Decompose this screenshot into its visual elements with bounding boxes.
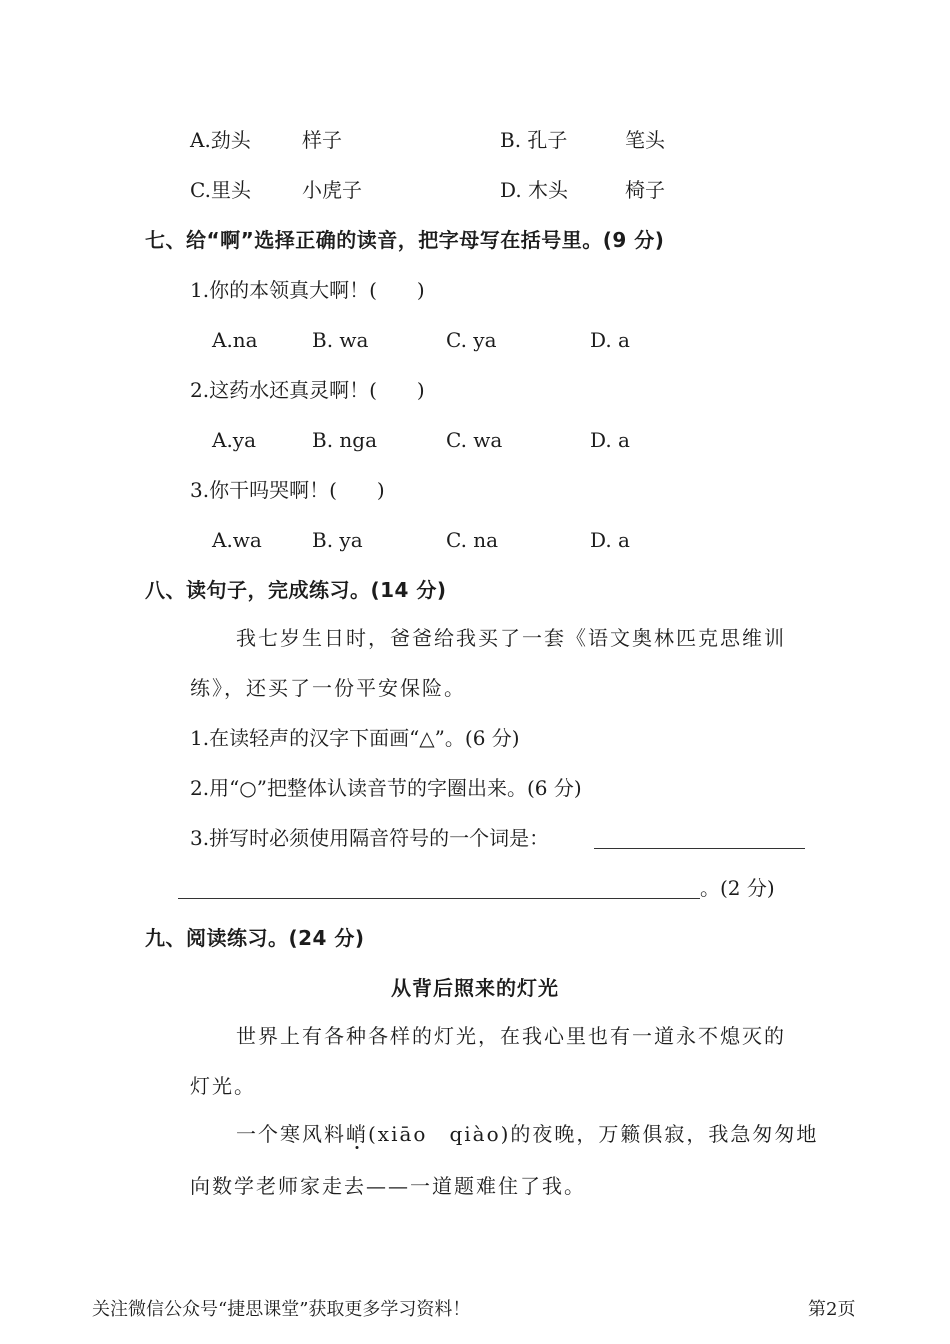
- section8-passage-line-1: 我七岁生日时，爸爸给我买了一套《语文奥林匹克思维训: [236, 626, 786, 650]
- reading-line-4: 向数学老师家走去——一道题难住了我。: [190, 1174, 586, 1198]
- q7-2-answer-blank: ( ): [369, 378, 425, 402]
- section8-task-3: 3.拼写时必须使用隔音符号的一个词是：: [190, 826, 550, 850]
- q7-3-option-a: A.wa: [212, 528, 262, 552]
- q6-option-c-word2: 小虎子: [302, 178, 362, 202]
- q7-1-option-d: D. a: [590, 328, 630, 352]
- q7-2-options: [0, 426, 950, 454]
- q7-2-option-a: A.ya: [212, 428, 257, 452]
- q7-3-option-d: D. a: [590, 528, 630, 552]
- reading-title: 从背后照来的灯光: [391, 976, 559, 1000]
- q7-3-option-b: B. ya: [312, 528, 363, 552]
- q7-2-option-b: B. nga: [312, 428, 378, 452]
- q7-3-stem-line: [190, 476, 385, 504]
- q6-option-a-word2: 样子: [302, 128, 342, 152]
- q7-1-answer-blank: ( ): [369, 278, 425, 302]
- q7-3-option-c: C. na: [446, 528, 499, 552]
- q7-2-stem-line: [190, 376, 425, 404]
- reading-line-3-start: 一个寒风料: [236, 1122, 346, 1146]
- reading-line-2: 灯光。: [190, 1074, 256, 1098]
- reading-line-1: 世界上有各种各样的灯光，在我心里也有一道永不熄灭的: [236, 1024, 786, 1048]
- q7-2-option-c: C. wa: [446, 428, 503, 452]
- section8-task-1: 1.在读轻声的汉字下面画“△”。(6 分): [190, 726, 520, 750]
- q6-option-b-word2: 笔头: [625, 128, 665, 152]
- q7-3-answer-blank: ( ): [329, 478, 385, 502]
- emphasized-char: 峭: [346, 1122, 368, 1146]
- section7-heading: 七、给“啊”选择正确的读音，把字母写在括号里。(9 分): [145, 228, 665, 252]
- task-3-answer-line-1: [594, 848, 805, 849]
- q7-1-options: [0, 326, 950, 354]
- page-number: 第2页: [808, 1299, 856, 1320]
- reading-line-3-rest: (xiāo qiào)的夜晚，万籁俱寂，我急匆匆地: [368, 1122, 819, 1146]
- q6-option-a: A.劲头: [190, 128, 251, 152]
- footer-note: 关注微信公众号“捷思课堂”获取更多学习资料！: [92, 1299, 471, 1320]
- q7-1-stem-line: [190, 276, 425, 304]
- q6-option-b: B. 孔子: [500, 128, 568, 152]
- section9-heading: 九、阅读练习。(24 分): [145, 926, 365, 950]
- q6-options-row-2: [0, 176, 950, 204]
- task-3-answer-line-2: [178, 898, 700, 899]
- q6-option-c: C.里头: [190, 178, 251, 202]
- q7-2-stem: 2.这药水还真灵啊！: [190, 378, 370, 402]
- reading-line-3: [236, 1120, 818, 1148]
- q6-option-d-word2: 椅子: [625, 178, 665, 202]
- section8-task-3-end: 。(2 分): [700, 876, 775, 900]
- q7-3-options: [0, 526, 950, 554]
- q6-option-d: D. 木头: [500, 178, 569, 202]
- q7-1-option-c: C. ya: [446, 328, 497, 352]
- q6-options-row-1: [0, 126, 950, 154]
- section8-heading: 八、读句子，完成练习。(14 分): [145, 578, 447, 602]
- section8-passage-line-2: 练》，还买了一份平安保险。: [190, 676, 466, 700]
- q7-2-option-d: D. a: [590, 428, 630, 452]
- section8-task-2: 2.用“○”把整体认读音节的字圈出来。(6 分): [190, 776, 582, 800]
- q7-1-option-a: A.na: [212, 328, 258, 352]
- q7-1-stem: 1.你的本领真大啊！: [190, 278, 370, 302]
- q7-1-option-b: B. wa: [312, 328, 369, 352]
- q7-3-stem: 3.你干吗哭啊！: [190, 478, 330, 502]
